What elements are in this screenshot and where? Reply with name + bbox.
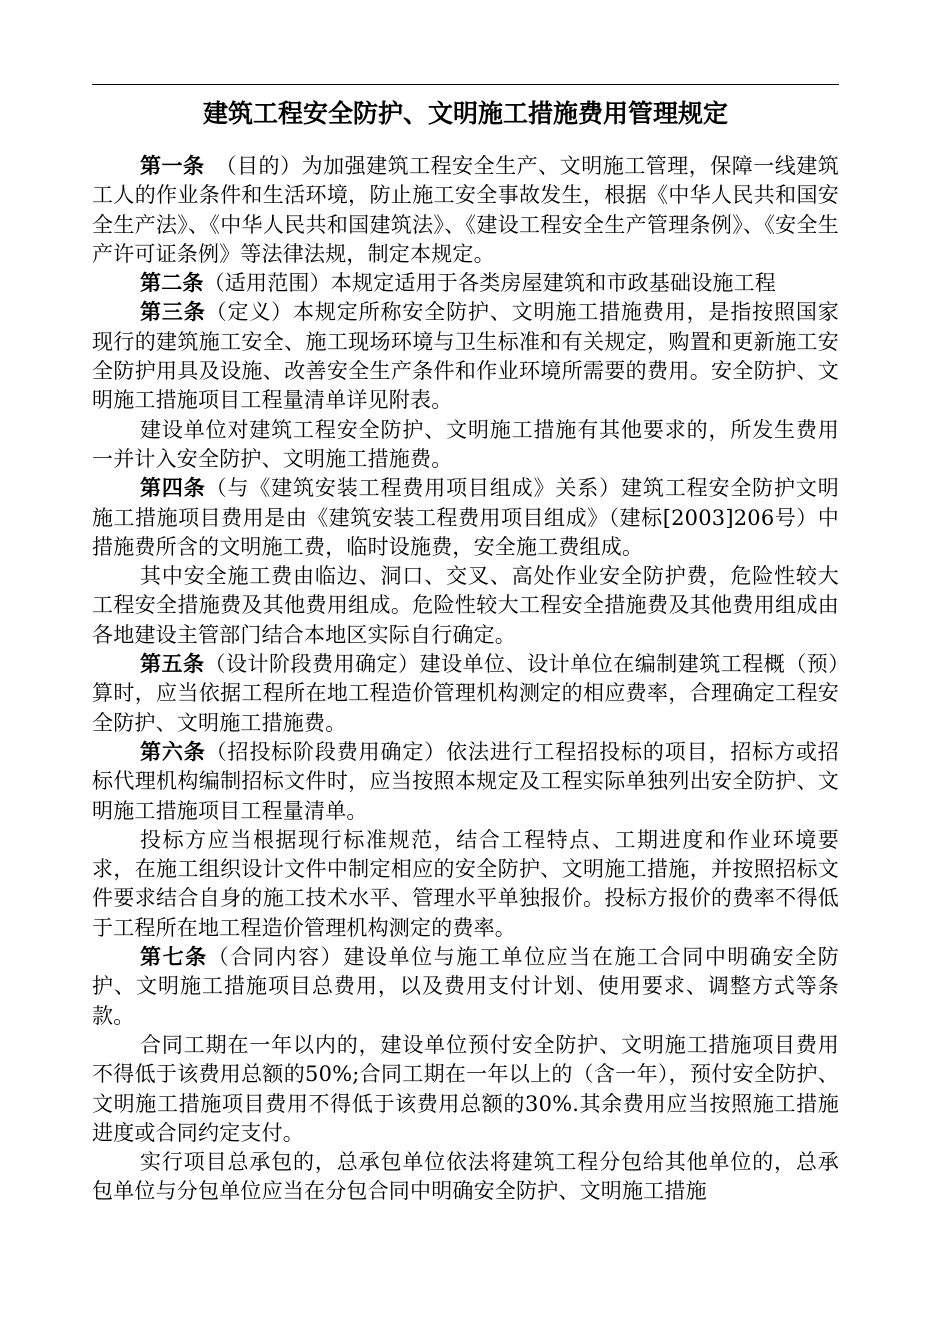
- paragraph-text: 其中安全施工费由临边、洞口、交叉、高处作业安全防护费，危险性较大工程安全措施费及其他费用组成。危险性较大工程安全措施费及其他费用组成由各地建设主管部门结合本地区实际自行确定。: [92, 564, 839, 647]
- paragraph-article-6-supplement: [92, 826, 839, 943]
- paragraph-article-4-supplement: [92, 562, 839, 650]
- paragraph-text: （与《建筑安装工程费用项目组成》关系）建筑工程安全防护文明施工措施项目费用是由《建筑安装工程费用项目组成》（建标[2003]206号）中措施费所含的文明施工费，临时设施费，安全施工费组成。: [92, 476, 839, 559]
- article-label: 第五条: [140, 652, 205, 677]
- paragraph-text: （合同内容）建设单位与施工单位应当在施工合同中明确安全防护、文明施工措施项目总费用，以及费用支付计划、使用要求、调整方式等条款。: [92, 945, 839, 1028]
- paragraph-article-7: [92, 943, 839, 1031]
- paragraph-article-1: [92, 152, 839, 269]
- paragraph-text: （适用范围）本规定适用于各类房屋建筑和市政基础设施工程: [203, 271, 777, 296]
- paragraph-text: （招投标阶段费用确定）依法进行工程招投标的项目，招标方或招标代理机构编制招标文件时，应当按照本规定及工程实际单独列出安全防护、文明施工措施项目工程量清单。: [92, 739, 839, 823]
- paragraph-article-2: [92, 269, 839, 298]
- paragraph-article-5: [92, 650, 839, 738]
- paragraph-article-7-supplement-2: [92, 1148, 839, 1207]
- paragraph-text: 建设单位对建筑工程安全防护、文明施工措施有其他要求的，所发生费用一并计入安全防护、文明施工措施费。: [92, 417, 839, 471]
- paragraph-article-3-supplement: [92, 416, 839, 475]
- article-label: 第四条: [140, 476, 206, 501]
- paragraph-article-4: [92, 474, 839, 562]
- paragraph-text: 实行项目总承包的，总承包单位依法将建筑工程分包给其他单位的，总承包单位与分包单位应当在分包合同中明确安全防护、文明施工措施: [92, 1150, 839, 1204]
- paragraph-text: 合同工期在一年以内的，建设单位预付安全防护、文明施工措施项目费用不得低于该费用总额的50%;合同工期在一年以上的（含一年），预付安全防护、文明施工措施项目费用不得低于该费用总额的30%.其余费用应当按照施工措施进度或合同约定支付。: [92, 1032, 839, 1145]
- paragraph-text: （设计阶段费用确定）建设单位、设计单位在编制建筑工程概（预）算时，应当依据工程所在地工程造价管理机构测定的相应费率，合理确定工程安全防护、文明施工措施费。: [92, 652, 839, 735]
- paragraph-text: （目的）为加强建筑工程安全生产、文明施工管理，保障一线建筑工人的作业条件和生活环境，防止施工安全事故发生，根据《中华人民共和国安全生产法》、《中华人民共和国建筑法》、《建设工程安全生产管理条例》、《安全生产许可证条例》等法律法规，制定本规定。: [92, 154, 839, 266]
- article-label: 第一条: [140, 154, 205, 178]
- paragraph-article-7-supplement-1: [92, 1031, 839, 1148]
- article-label: 第三条: [140, 300, 206, 325]
- article-label: 第二条: [140, 271, 204, 296]
- header-rule: [92, 84, 839, 85]
- paragraph-text: （定义）本规定所称安全防护、文明施工措施费用，是指按照国家现行的建筑施工安全、施工现场环境与卫生标准和有关规定，购置和更新施工安全防护用具及设施、改善安全生产条件和作业环境所需要的费用。安全防护、文明施工措施项目工程量清单详见附表。: [92, 300, 839, 413]
- paragraph-text: 投标方应当根据现行标准规范，结合工程特点、工期进度和作业环境要求，在施工组织设计文件中制定相应的安全防护、文明施工措施，并按照招标文件要求结合自身的施工技术水平、管理水平单独报价。投标方报价的费率不得低于工程所在地工程造价管理机构测定的费率。: [92, 827, 839, 940]
- paragraph-article-6: [92, 738, 839, 826]
- paragraph-article-3: [92, 298, 839, 415]
- document-title: 建筑工程安全防护、文明施工措施费用管理规定: [202, 99, 728, 128]
- document-body: [92, 152, 839, 1207]
- article-label: 第七条: [140, 945, 208, 970]
- article-label: 第六条: [140, 739, 206, 764]
